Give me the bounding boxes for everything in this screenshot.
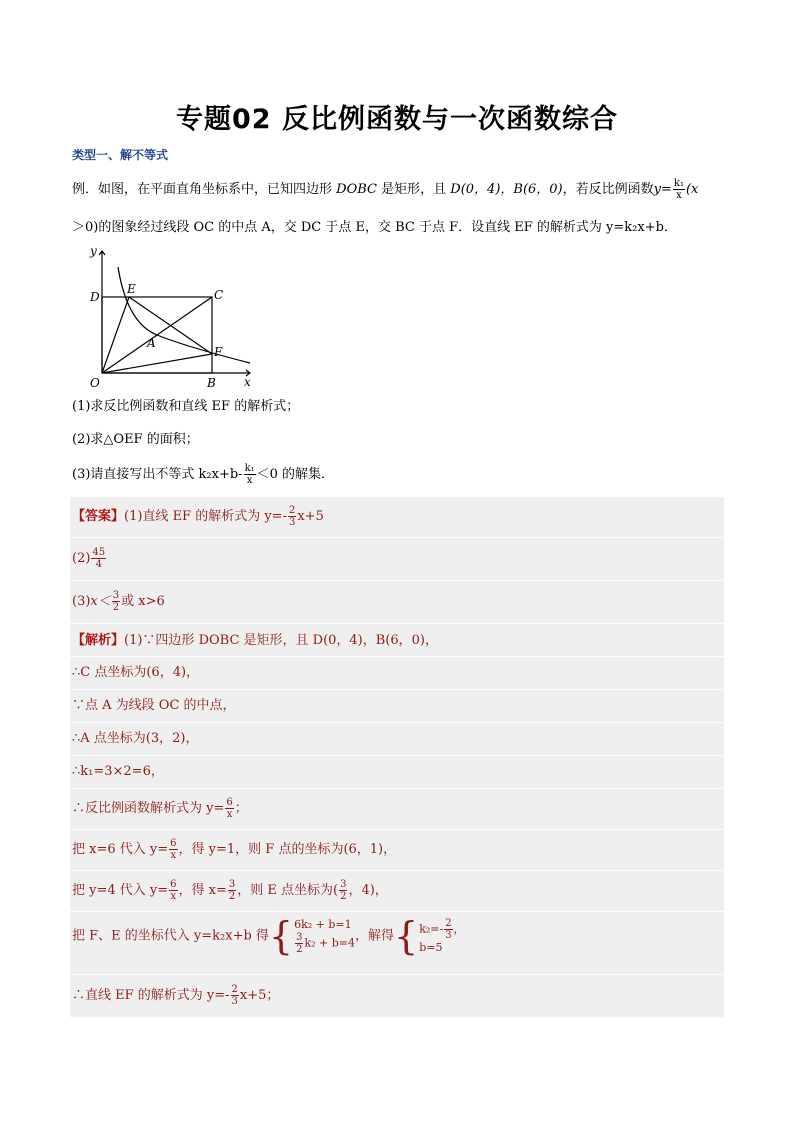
answer-line-3: (3)x＜ $\frac{3}{2}$ 或 x>6 (72, 590, 165, 613)
answer-row-bg (70, 756, 724, 789)
question-part-1: (1)求反比例函数和直线 EF 的解析式； (72, 399, 300, 414)
equation-system: 6k₂ + b=1 $\frac{3}{2}$ k₂ + b=4 (294, 917, 356, 955)
points-db: D(0，4)，B(6，0) (450, 182, 563, 197)
analysis-tag: 【解析】 (72, 633, 125, 648)
fraction-45-4: $\frac{45}{4}$ (92, 547, 106, 570)
fraction-k1-over-x: $\frac{\text{k₁}}{x}$ (673, 178, 684, 201)
question-intro-b: 是矩形，且 (381, 182, 447, 197)
y-eq: y= (653, 182, 672, 197)
segment-of (102, 354, 212, 373)
analysis-line-5: ∴k₁=3×2=6， (72, 764, 164, 779)
solution-system: k₂=- $\frac{2}{3}$ ， b=5 (419, 917, 465, 954)
type-heading: 类型一、解不等式 (72, 148, 169, 162)
label-f: F (214, 345, 223, 359)
question-line-1 (72, 178, 698, 201)
fraction-three-halves: $\frac{3}{2}$ (112, 590, 120, 613)
coordinate-figure (72, 243, 262, 393)
question-part-2: (2)求△OEF 的面积； (72, 432, 199, 447)
segment-oe (102, 297, 129, 373)
answer-line-1: 【答案】(1)直线 EF 的解析式为 y=- $\frac{2}{3}$ x+5 (72, 505, 324, 528)
analysis-line-6: ∴反比例函数解析式为 y= $\frac{6}{x}$ ； (72, 797, 248, 820)
question-part-3: (3)请直接写出不等式 k₂x+b- $\frac{\text{k₁}}{x}$ ＜0 的解集． (72, 463, 335, 486)
analysis-line-4: ∴A 点坐标为(3，2)， (72, 731, 199, 746)
question-intro-a: 例．如图，在平面直角坐标系中，已知四边形 (72, 182, 333, 197)
label-o: O (90, 376, 100, 390)
label-x: x (244, 375, 251, 389)
analysis-line-10: ∴直线 EF 的解析式为 y=- $\frac{2}{3}$ x+5； (72, 984, 280, 1007)
label-d: D (90, 290, 100, 304)
analysis-line-1: 【解析】(1)∵四边形 DOBC 是矩形，且 D(0，4)，B(6，0)， (72, 633, 438, 648)
analysis-line-2: ∴C 点坐标为(6，4)， (72, 665, 200, 680)
fraction-k1-over-x-2: $\frac{\text{k₁}}{x}$ (244, 463, 255, 486)
analysis-line-8: 把 y=4 代入 y= $\frac{6}{x}$ ，得 x= $\frac{3}{2}$ ，则 E 点坐标为( $\frac{3}{2}$ ，4)， (72, 879, 388, 902)
question-line-2: ＞0)的图象经过线段 OC 的中点 A，交 DC 于点 E，交 BC 于点 F．设直线 EF 的解析式为 y=k₂x+b． (72, 220, 677, 235)
fraction-six-over-x: $\frac{6}{x}$ (226, 797, 233, 820)
fraction-two-thirds: $\frac{2}{3}$ (288, 505, 296, 528)
answer-tag: 【答案】 (72, 509, 125, 524)
label-y: y (90, 244, 97, 258)
analysis-line-9: 把 F、E 的坐标代入 y=k₂x+b 得{ 6k₂ + b=1 $\frac{3}{2}$ k₂ + b=4 ，解得{ k₂=- $\frac{2}{3}$ ， b=5 (72, 914, 465, 958)
answer-line-2: (2) $\frac{45}{4}$ (72, 547, 106, 570)
x-open: (x (685, 182, 699, 197)
label-e: E (127, 282, 136, 296)
rect-name: DOBC (336, 182, 377, 197)
question-intro-c: ，若反比例函数 (562, 182, 654, 197)
label-c: C (214, 288, 224, 302)
page-title: 专题02 反比例函数与一次函数综合 (176, 104, 618, 135)
label-b: B (207, 376, 216, 390)
answer-row-bg (70, 538, 724, 581)
analysis-line-7: 把 x=6 代入 y= $\frac{6}{x}$ ，得 y=1，则 F 点的坐标为(6，1)， (72, 838, 397, 861)
answer-row-bg (70, 581, 724, 624)
analysis-line-3: ∵点 A 为线段 OC 的中点， (72, 698, 236, 713)
label-a: A (147, 336, 156, 350)
